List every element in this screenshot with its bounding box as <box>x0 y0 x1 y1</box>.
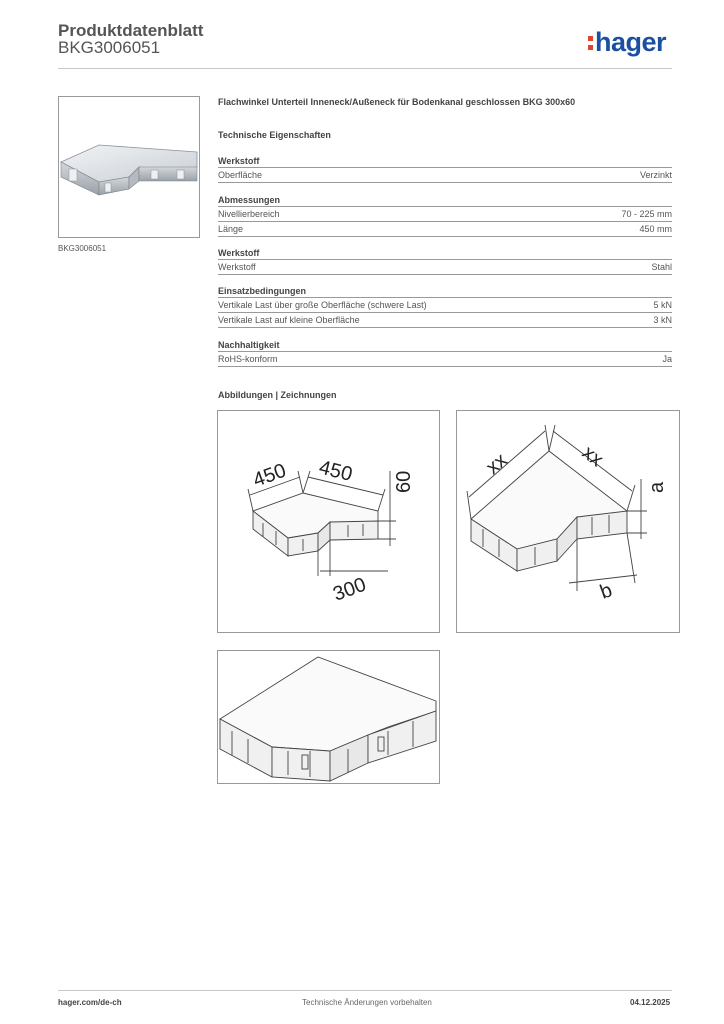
isometric-drawing <box>217 650 440 784</box>
hager-logo <box>588 27 666 58</box>
isometric-drawing-svg <box>218 651 439 783</box>
product-image <box>58 96 200 238</box>
property-label: Vertikale Last über große Oberfläche (schwere Last) <box>218 300 427 310</box>
dim-label-right: xx <box>577 441 608 472</box>
product-code: BKG3006051 <box>58 38 161 57</box>
section-title: Werkstoff <box>218 155 672 168</box>
footer-divider <box>58 990 672 991</box>
property-label: Vertikale Last auf kleine Oberfläche <box>218 315 360 325</box>
property-row <box>218 298 672 313</box>
property-row <box>218 207 672 222</box>
property-value: Ja <box>662 354 672 364</box>
footer-note: Technische Änderungen vorbehalten <box>302 998 432 1007</box>
property-value: Stahl <box>651 262 672 272</box>
property-value: Verzinkt <box>639 170 672 180</box>
property-row <box>218 313 672 328</box>
property-label: Nivellierbereich <box>218 209 280 219</box>
dim-label-width: b <box>597 579 616 604</box>
product-image-caption: BKG3006051 <box>58 244 107 253</box>
dim-label-right: 450 <box>316 456 355 486</box>
logo-dots-icon <box>588 27 593 50</box>
variable-dimension-drawing-svg <box>457 411 679 632</box>
dim-label-height: a <box>646 481 668 493</box>
product-description: Flachwinkel Unterteil Inneneck/Außeneck für Bodenkanal geschlossen BKG 300x60 <box>218 97 576 107</box>
section-sustainability <box>218 339 672 367</box>
drawings-heading: Abbildungen | Zeichnungen <box>218 390 337 400</box>
section-material <box>218 247 672 275</box>
dimension-drawing-svg <box>218 411 439 632</box>
dim-label-left: xx <box>482 449 512 479</box>
property-label: Werkstoff <box>218 262 256 272</box>
header-divider <box>58 68 672 69</box>
property-row <box>218 222 672 237</box>
section-werkstoff-surface <box>218 155 672 183</box>
section-operating-conditions <box>218 285 672 328</box>
section-title: Werkstoff <box>218 247 672 260</box>
property-label: Länge <box>218 224 244 234</box>
section-title: Einsatzbedingungen <box>218 285 672 298</box>
footer-date: 04.12.2025 <box>630 998 671 1007</box>
logo-text: hager <box>595 27 667 57</box>
property-value: 5 kN <box>653 300 672 310</box>
property-row <box>218 168 672 183</box>
property-value: 70 - 225 mm <box>621 209 672 219</box>
property-label: Oberfläche <box>218 170 263 180</box>
section-dimensions <box>218 194 672 237</box>
dim-label-width: 300 <box>330 573 370 606</box>
property-row <box>218 352 672 367</box>
property-label: RoHS-konform <box>218 354 278 364</box>
page-title: Produktdatenblatt <box>58 21 204 40</box>
section-title: Nachhaltigkeit <box>218 339 672 352</box>
dim-label-height: 60 <box>393 470 415 493</box>
dimension-drawing <box>217 410 440 633</box>
section-title: Abmessungen <box>218 194 672 207</box>
dim-label-left: 450 <box>250 459 290 492</box>
product-photo <box>59 97 199 237</box>
footer-url[interactable]: hager.com/de-ch <box>58 998 122 1007</box>
property-row <box>218 260 672 275</box>
variable-dimension-drawing <box>456 410 680 633</box>
property-value: 3 kN <box>653 315 672 325</box>
property-value: 450 mm <box>639 224 672 234</box>
tech-properties-heading: Technische Eigenschaften <box>218 130 331 140</box>
